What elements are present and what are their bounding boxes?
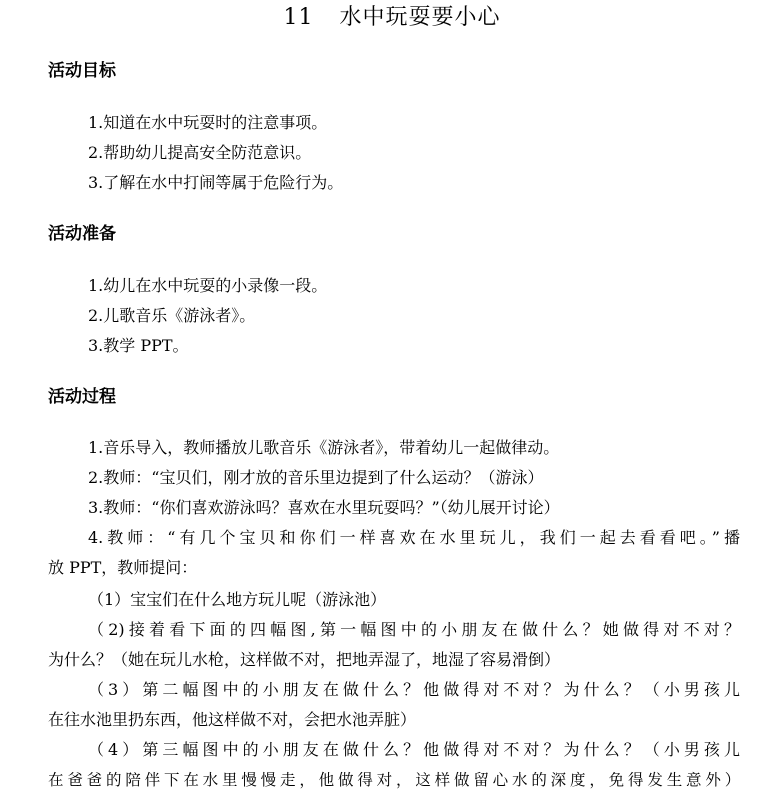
preparation-item-1: 1.幼儿在水中玩耍的小录像一段。 xyxy=(88,276,328,295)
question-4-line-1: （4）第三幅图中的小朋友在做什么？他做得对不对？为什么？（小男孩儿 xyxy=(88,740,740,759)
preparation-item-3: 3.教学 PPT。 xyxy=(88,336,189,355)
lesson-number: 11 xyxy=(283,5,314,30)
goal-item-3: 3.了解在水中打闹等属于危险行为。 xyxy=(88,173,344,192)
preparation-item-2: 2.儿歌音乐《游泳者》。 xyxy=(88,306,256,325)
question-1: （1）宝宝们在什么地方玩儿呢（游泳池） xyxy=(88,590,387,609)
question-2-line-2: 为什么？（她在玩儿水枪，这样做不对，把地弄湿了，地湿了容易滑倒） xyxy=(48,650,561,669)
process-line-1: 1.音乐导入，教师播放儿歌音乐《游泳者》，带着幼儿一起做律动。 xyxy=(88,438,560,457)
page-title xyxy=(0,4,784,32)
question-4-line-2: 在爸爸的陪伴下在水里慢慢走，他做得对，这样做留心水的深度，免得发生意外） xyxy=(48,771,740,789)
section-heading-preparation: 活动准备 xyxy=(48,224,116,244)
process-line-4: 4.教师：“有几个宝贝和你们一样喜欢在水里玩儿，我们一起去看看吧。”播 xyxy=(88,528,740,547)
process-line-5: 放 PPT，教师提问： xyxy=(48,558,198,577)
goal-item-1: 1.知道在水中玩耍时的注意事项。 xyxy=(88,113,328,132)
goal-item-2: 2.帮助幼儿提高安全防范意识。 xyxy=(88,143,312,162)
section-heading-process: 活动过程 xyxy=(48,387,116,407)
question-3-line-1: （3）第二幅图中的小朋友在做什么？他做得对不对？为什么？（小男孩儿 xyxy=(88,680,740,699)
process-line-2: 2.教师：“宝贝们，刚才放的音乐里边提到了什么运动？（游泳） xyxy=(88,468,544,487)
question-3-line-2: 在往水池里扔东西，他这样做不对，会把水池弄脏） xyxy=(48,710,417,729)
section-heading-goals: 活动目标 xyxy=(48,61,116,81)
question-2-line-1: （2)接着看下面的四幅图,第一幅图中的小朋友在做什么？她做得对不对？ xyxy=(88,620,740,639)
process-line-3: 3.教师：“你们喜欢游泳吗？喜欢在水里玩耍吗？”（幼儿展开讨论） xyxy=(88,498,560,517)
lesson-title: 水中玩耍要小心 xyxy=(339,5,501,30)
